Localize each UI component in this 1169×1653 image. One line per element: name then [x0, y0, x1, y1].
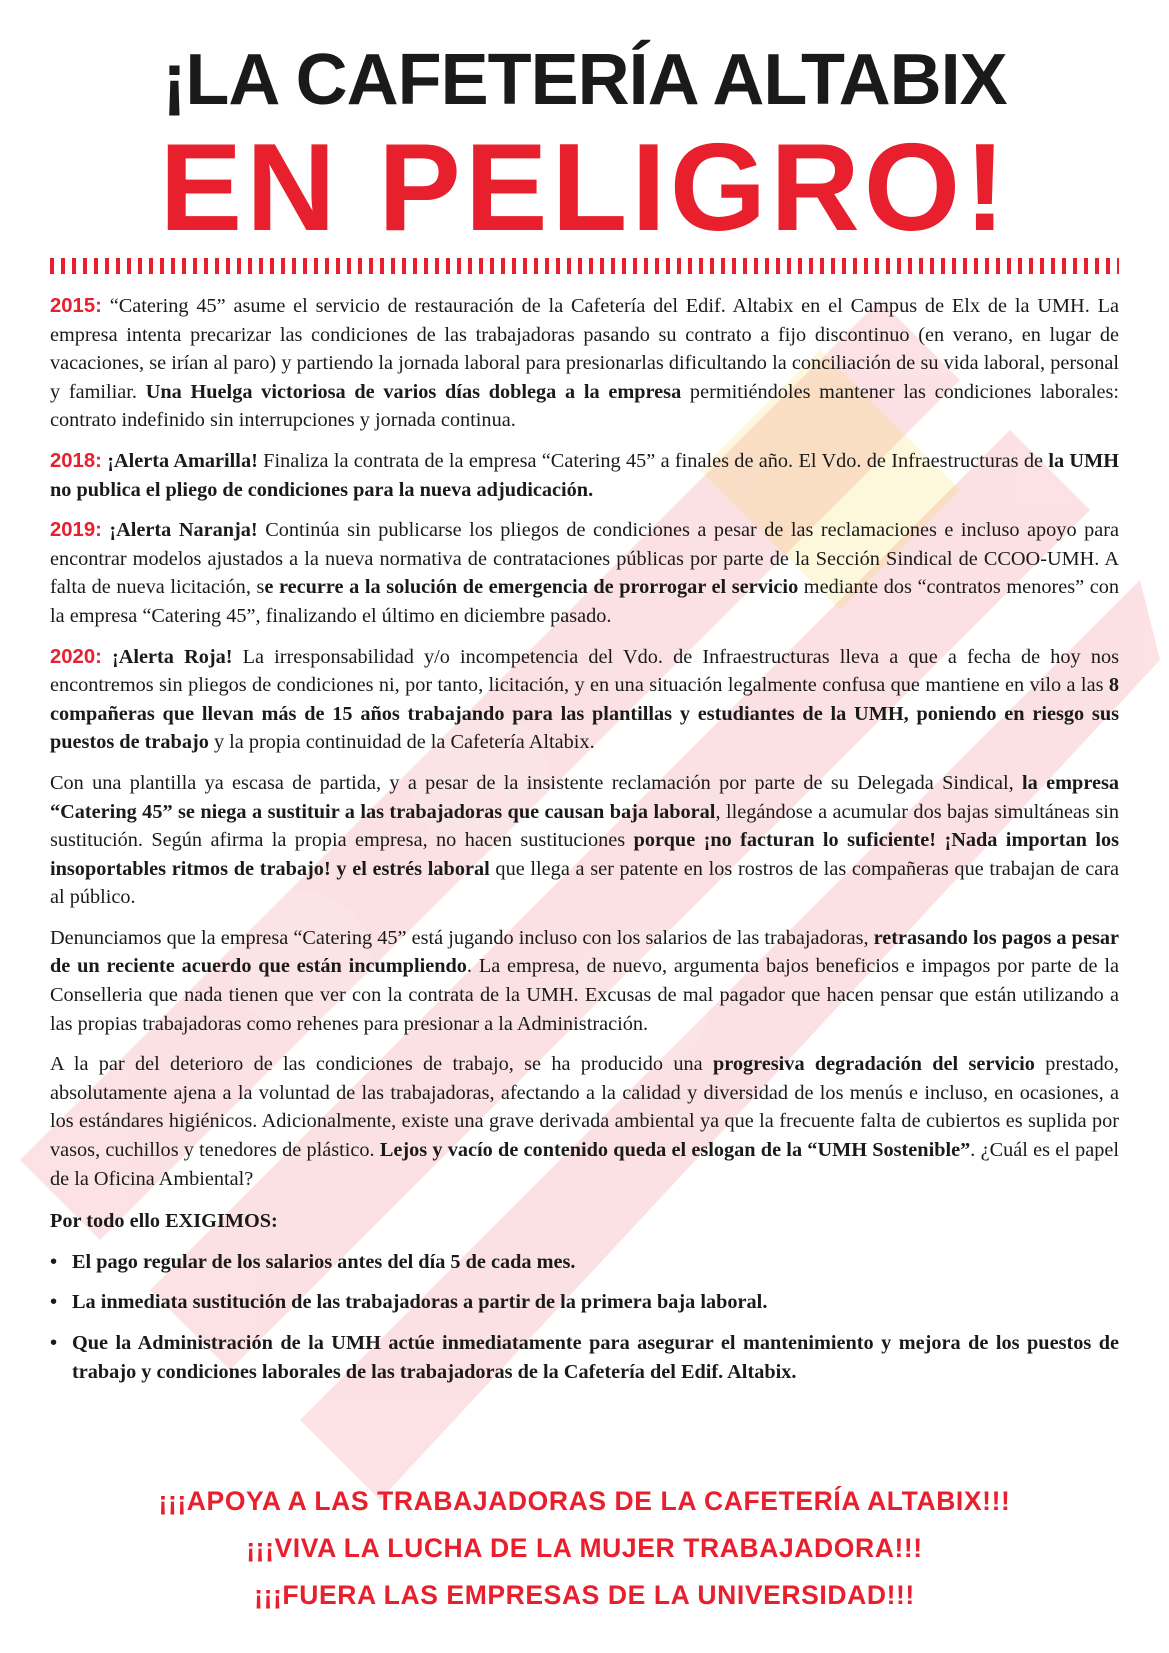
year-label: 2015: — [50, 295, 102, 317]
text: . ¿Cuál es el papel de la Oficina Ambiental? — [50, 1139, 1120, 1190]
paragraph-2019 — [50, 516, 1119, 630]
year-label: 2018: — [50, 449, 102, 472]
dashed-divider — [50, 258, 1119, 274]
text: Finaliza la contrata de la empresa “Catering 45” a finales de año. El Vdo. de Infraestructuras de — [257, 449, 1049, 472]
emphasis: 8 compañeras que llevan más de 15 años trabajando para las plantillas y estudiantes de la UMH, poniendo en riesgo sus puestos de trabajo — [50, 674, 1119, 754]
headline-line-1: ¡LA CAFETERÍA ALTABIX — [162, 40, 1007, 120]
emphasis: la UMH no publica el pliego de condiciones para la nueva adjudicación. — [50, 449, 1120, 501]
text: . La empresa, de nuevo, argumenta bajos beneficios e impagos por parte de la Conselleria que nada tienen que ver con la contrata de la UMH. Excusas de mal pagador que hacen pensar que están utilizando a las propias trabajadoras como rehenes para presionar a la Administración. — [50, 955, 1119, 1035]
paragraph-plantilla — [50, 769, 1119, 912]
slogan-women: ¡¡¡VIVA LA LUCHA DE LA MUJER TRABAJADORA!!! — [246, 1533, 923, 1563]
text: permitiéndoles mantener las condiciones laborales: contrato indefinido sin interrupciones y jornada continua. — [50, 380, 1119, 432]
body-text — [50, 292, 1119, 1398]
emphasis: retrasando los pagos a pesar de un reciente acuerdo que están incumpliendo — [50, 926, 1119, 978]
paragraph-servicio — [50, 1050, 1119, 1193]
paragraph-salarios — [50, 924, 1119, 1038]
demand-item: • Que la Administración de la UMH actúe inmediatamente para asegurar el mantenimiento y mejora de los puestos de trabajo y condiciones laborales de las trabajadoras de la Cafetería del Edif. Altabix. — [50, 1329, 1119, 1386]
emphasis: porque ¡no facturan lo suficiente! ¡Nada importan los insoportables ritmos de trabajo! y el estrés laboral — [50, 829, 1119, 880]
text: Con una plantilla ya escasa de partida, y a pesar de la insistente reclamación por parte de su Delegada Sindical, — [50, 771, 1023, 794]
text: que llega a ser patente en los rostros de las compañeras que trabajan de cara al público. — [50, 857, 1119, 909]
demand-item: • El pago regular de los salarios antes del día 5 de cada mes. — [50, 1248, 1119, 1277]
text: A la par del deterioro de las condiciones de trabajo, se ha producido una — [50, 1053, 713, 1076]
text: “Catering 45” asume el servicio de restauración de la Cafetería del Edif. Altabix en el Campus de Elx de la UMH. La empresa intenta precarizar las condiciones de las trabajadoras pasando su contrato a fijo discontinuo (en verano, en lugar de vacaciones, se irían al paro) y partiendo la jornada laboral para presionarlas dificultando la conciliación de su vida laboral, personal y familiar. — [50, 295, 1119, 403]
alert-label: ¡Alerta Amarilla! — [101, 449, 258, 472]
slogan-support: ¡¡¡APOYA A LAS TRABAJADORAS DE LA CAFETERÍA ALTABIX!!! — [158, 1486, 1011, 1516]
text: , llegándose a acumular dos bajas simultáneas sin sustitución. Según afirma la propia empresa, no hacen sustituciones — [50, 800, 1119, 852]
paragraph-2020 — [50, 643, 1119, 757]
emphasis: e recurre a la solución de emergencia de prorrogar el servicio — [264, 576, 799, 599]
year-label: 2020: — [50, 645, 102, 668]
text: prestado, absolutamente ajena a la voluntad de las trabajadoras, afectando a la calidad y diversidad de los menús e incluso, en ocasiones, a los estándares higiénicos. Adicionalmente, existe una grave derivada ambiental ya que la frecuente falta de cubiertos es suplida por vasos, cuchillos y tenedores de plástico. — [50, 1053, 1119, 1162]
slogan-companies-out: ¡¡¡FUERA LAS EMPRESAS DE LA UNIVERSIDAD!!! — [254, 1580, 915, 1610]
year-label: 2019: — [50, 519, 102, 542]
alert-label: ¡Alerta Naranja! — [101, 519, 258, 542]
demands-title: Por todo ello EXIGIMOS: — [50, 1210, 278, 1233]
text: y la propia continuidad de la Cafetería Altabix. — [208, 731, 595, 754]
slogans — [50, 1478, 1119, 1619]
text: Denunciamos que la empresa “Catering 45” está jugando incluso con los salarios de las trabajadoras, — [50, 926, 874, 949]
text: Continúa sin publicarse los pliegos de condiciones a pesar de las reclamaciones e incluso apoyo para encontrar modelos ajustados a la nueva normativa de contrataciones públicas por parte de la Sección Sindical de CCOO-UMH. A falta de nueva licitación, s — [50, 519, 1119, 599]
emphasis: progresiva degradación del servicio — [712, 1053, 1035, 1076]
demands-list — [50, 1248, 1119, 1386]
alert-label: ¡Alerta Roja! — [101, 645, 233, 668]
emphasis: la empresa “Catering 45” se niega a sustituir a las trabajadoras que causan baja laboral — [50, 771, 1119, 823]
paragraph-2015 — [50, 292, 1119, 435]
emphasis: Lejos y vacío de contenido queda el eslogan de la “UMH Sostenible” — [379, 1139, 971, 1162]
emphasis: Una Huelga victoriosa de varios días doblega a la empresa — [145, 380, 682, 403]
text: mediante dos “contratos menores” con la empresa “Catering 45”, finalizando el último en diciembre pasado. — [50, 576, 1119, 627]
text: La irresponsabilidad y/o incompetencia del Vdo. de Infraestructuras lleva a que a fecha de hoy nos encontremos sin pliegos de condiciones ni, por tanto, licitación, y en una situación legalmente confusa que mantiene en vilo a las — [50, 645, 1119, 697]
demand-item: • La inmediata sustitución de las trabajadoras a partir de la primera baja laboral. — [50, 1288, 1119, 1317]
paragraph-2018 — [50, 447, 1119, 504]
headline-line-2: EN PELIGRO! — [159, 119, 1010, 257]
